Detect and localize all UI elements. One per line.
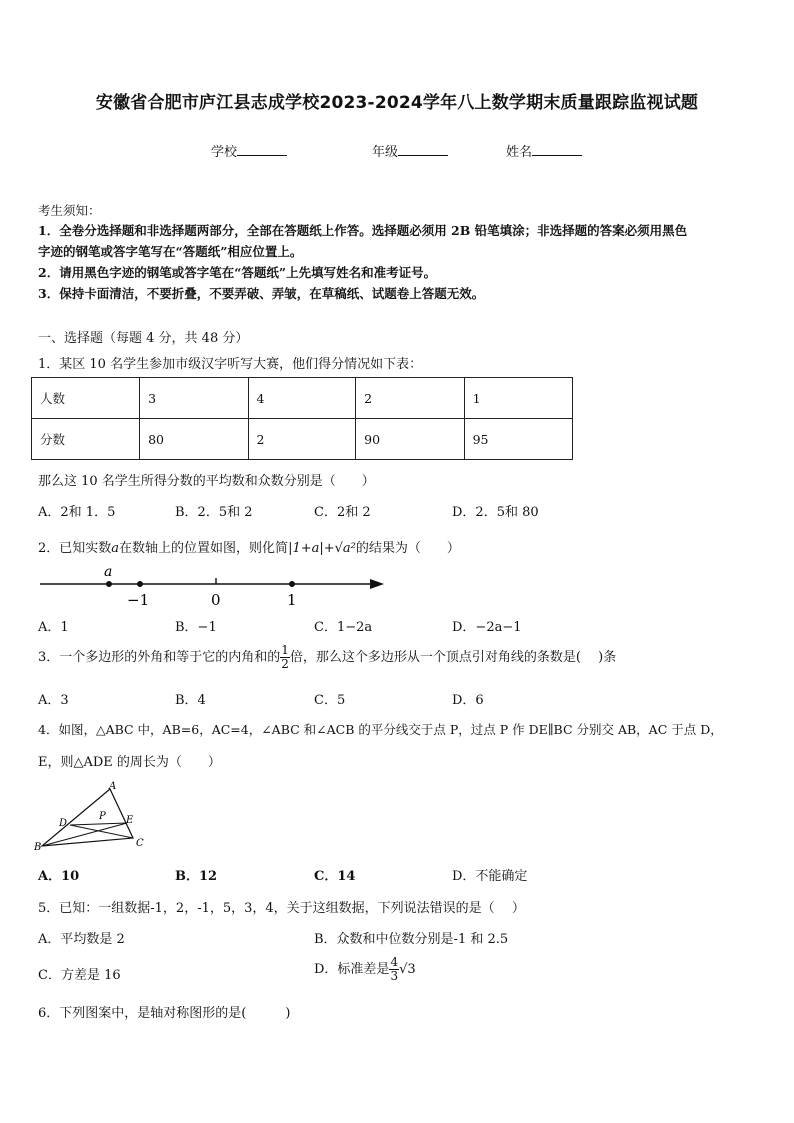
- grade-label: 年级: [372, 145, 399, 160]
- q5-option-c: C．方差是 16: [38, 968, 121, 983]
- table-cell: 2: [248, 419, 356, 460]
- q3-fraction: [280, 644, 290, 671]
- table-row: [32, 378, 573, 419]
- q4-option-b: B．12: [175, 869, 218, 884]
- q3-frac-num: 1: [281, 643, 289, 657]
- q3-option-c: C．5: [314, 693, 346, 708]
- school-blank: [237, 143, 287, 156]
- q1-ask: 那么这 10 名学生所得分数的平均数和众数分别是（ ）: [38, 474, 375, 489]
- score-table: [31, 377, 573, 460]
- table-cell: 2: [356, 378, 464, 419]
- q2-stem-a: 2．已知实数: [38, 541, 112, 556]
- q2-stem: [38, 537, 460, 556]
- label-B: B: [34, 842, 42, 853]
- notice-item-3: 3．保持卡面清洁，不要折叠，不要弄破、弄皱，在草稿纸、试题卷上答题无效。: [38, 286, 485, 301]
- q3-frac-den: 2: [281, 657, 289, 671]
- label-A: A: [109, 781, 117, 792]
- q3-option-d: D．6: [452, 693, 484, 708]
- grade-blank: [398, 143, 448, 156]
- q5-frac-num: 4: [390, 955, 399, 969]
- q5-option-a: A．平均数是 2: [38, 932, 125, 947]
- notice-item-2: 2．请用黑色字迹的钢笔或答字笔在“答题纸”上先填写姓名和准考证号。: [38, 265, 437, 280]
- q4-option-a: A．10: [38, 869, 80, 884]
- table-cell: 1: [464, 378, 572, 419]
- label-D: D: [59, 818, 68, 829]
- table-row: [32, 419, 573, 460]
- notice-heading: 考生须知：: [38, 203, 101, 218]
- q3-option-a: A．3: [38, 693, 69, 708]
- q5-option-d: [314, 956, 416, 983]
- q1-option-d: D．2．5和 80: [452, 505, 539, 520]
- q2-option-c: C．1−2a: [314, 620, 373, 635]
- table-cell: 95: [464, 419, 572, 460]
- table-cell: 90: [356, 419, 464, 460]
- q2-option-d: D．−2a−1: [452, 620, 522, 635]
- q4-option-c: C．14: [314, 869, 356, 884]
- label-E: E: [126, 815, 134, 826]
- table-cell: 4: [248, 378, 356, 419]
- table-cell: 80: [140, 419, 248, 460]
- triangle-abc: [42, 789, 133, 846]
- table-cell: 3: [140, 378, 248, 419]
- point-a: [106, 581, 112, 587]
- table-cell: 分数: [32, 419, 140, 460]
- name-blank: [532, 143, 582, 156]
- label-zero: 0: [211, 591, 221, 609]
- triangle-figure: [34, 780, 154, 856]
- label-P: P: [99, 811, 106, 822]
- q5-stem: 5．已知：一组数据-1，2，-1，5，3，4，关于这组数据，下列说法错误的是（ ）: [38, 901, 525, 916]
- number-line-arrow-icon: [370, 579, 384, 589]
- notice-item-1-cont: 字迹的钢笔或答字笔写在“答题纸”相应位置上。: [38, 244, 303, 259]
- q3-stem: [38, 644, 616, 671]
- label-one: 1: [287, 591, 297, 609]
- table-cell: 人数: [32, 378, 140, 419]
- number-line-figure: [34, 562, 394, 612]
- grade-field: [372, 141, 448, 160]
- q1-option-b: B．2．5和 2: [175, 505, 253, 520]
- q5-option-d-pre: D．标准差是: [314, 962, 390, 977]
- q2-stem-c: 的结果为（ ）: [355, 541, 460, 556]
- q1-option-a: A．2和 1．5: [38, 505, 116, 520]
- point-one: [289, 581, 295, 587]
- q3-option-b: B．4: [175, 693, 206, 708]
- q2-expression: |1+a|+√a²: [288, 541, 356, 556]
- school-label: 学校: [211, 145, 238, 160]
- section-heading: 一、选择题（每题 4 分，共 48 分）: [38, 331, 249, 346]
- label-C: C: [136, 838, 144, 849]
- q4-option-d: D．不能确定: [452, 869, 528, 884]
- q5-fraction: [389, 956, 399, 983]
- notice-item-1: 1．全卷分选择题和非选择题两部分，全部在答题纸上作答。选择题必须用 2B 铅笔填涂；非选择题的答案必须用黑色: [38, 223, 688, 238]
- q1-option-c: C．2和 2: [314, 505, 371, 520]
- q4-line-1: 4．如图，△ABC 中，AB=6，AC=4，∠ABC 和∠ACB 的平分线交于点 P，过点 P 作 DE∥BC 分别交 AB，AC 于点 D，: [38, 722, 723, 737]
- q3-stem-a: 3．一个多边形的外角和等于它的内角和的: [38, 650, 281, 665]
- school-field: [211, 141, 287, 160]
- q2-option-b: B．−1: [175, 620, 217, 635]
- q5-frac-den: 3: [390, 969, 399, 983]
- q3-stem-b: 倍，那么这个多边形从一个顶点引对角线的条数是( )条: [289, 650, 617, 665]
- name-field: [506, 141, 582, 160]
- name-label: 姓名: [506, 145, 533, 160]
- page-title: 安徽省合肥市庐江县志成学校2023-2024学年八上数学期末质量跟踪监视试题: [95, 93, 699, 113]
- q2-var: a: [111, 541, 120, 556]
- q6-stem: 6．下列图案中，是轴对称图形的是( ): [38, 1006, 291, 1021]
- q2-option-a: A．1: [38, 620, 69, 635]
- label-a: a: [104, 564, 113, 580]
- q1-stem: 1．某区 10 名学生参加市级汉字听写大赛，他们得分情况如下表：: [38, 357, 423, 372]
- q5-option-b: B．众数和中位数分别是-1 和 2.5: [314, 932, 509, 947]
- q4-line-2: E，则△ADE 的周长为（ ）: [38, 755, 221, 770]
- point-minus-one: [137, 581, 143, 587]
- segment-de: [70, 823, 127, 825]
- q2-stem-b: 在数轴上的位置如图，则化简: [119, 541, 289, 556]
- label-minus-one: −1: [127, 591, 150, 609]
- q5-root: √3: [399, 962, 416, 977]
